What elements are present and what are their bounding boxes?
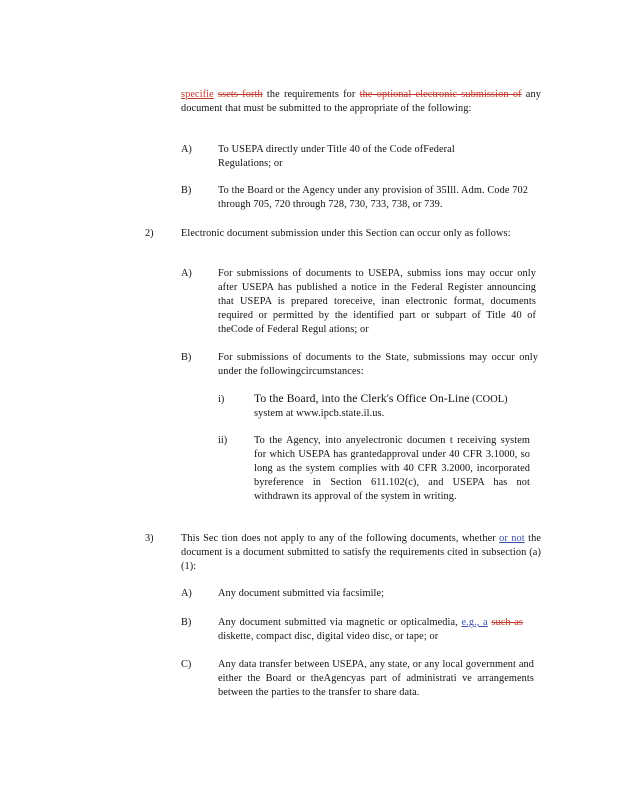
subsection-marker: 2) [145,228,154,239]
subitem-lead-text: To the Board, into the Clerk's Office On-Line [254,392,470,405]
subitem-text [254,392,526,421]
deleted-text: such as [491,617,524,628]
inserted-text: e.g., a [461,617,488,628]
deleted-text: ssets forth [218,89,263,100]
item-marker: A) [181,588,192,599]
body-text: the requirements for [262,89,360,100]
subitem-text: To the Agency, into anyelectronic documen t receiving system for which USEPA has grantedapproval under 40 CFR 3.1000, so long as the system complies with 40 CFR 3.2000, incorporated byreference in Section 611.102(c), and USEPA has not withdrawn its approval of the system in writing. [254,435,530,502]
item-marker: A) [181,268,192,279]
body-text: diskette, compact disc, digital video disc, or tape; or [218,631,439,642]
body-text: any document that must be submitted to the appropriate of the following: [181,89,541,114]
body-text: This Sec tion does not apply to any of the following documents, whether [181,533,500,544]
subsection-text: Electronic document submission under this Section can occur only as follows: [181,228,511,239]
item-marker: B) [181,617,192,628]
subitem-marker: i) [218,394,225,405]
inserted-text: or not [499,533,525,544]
item-marker: B) [181,352,192,363]
subsection-marker: 3) [145,533,154,544]
item-text: To the Board or the Agency under any provision of 35Ill. Adm. Code 702 through 705, 720 through 728, 730, 733, 738, or 739. [218,185,528,210]
item-text: To USEPA directly under Title 40 of the Code ofFederal Regulations; or [218,144,455,169]
deleted-text: the optional electronic submission of [359,89,522,100]
body-text: Any document submitted via magnetic or opticalmedia, [218,617,462,628]
item-marker: A) [181,144,192,155]
subsection-text [181,532,541,574]
item-text: Any data transfer between USEPA, any state, or any local government and either the Board or theAgencyas part of administrati ve arrangements between the parties to the transfer to share data. [218,659,534,698]
item-text [218,616,523,644]
item-text: For submissions of documents to the State, submissions may occur only under the followingcircumstances: [218,352,538,377]
item-text: For submissions of documents to USEPA, submiss ions may occur only after USEPA has published a notice in the Federal Register announcing that USEPA is prepared toreceive, inan electronic format, documents required or permitted by the identified part or subpart of Title 40 of theCode of Federal Regul ations; or [218,268,536,335]
inserted-text: specifie [181,89,214,100]
intro-paragraph [181,88,541,116]
item-text: Any document submitted via facsimile; [218,588,385,599]
subitem-marker: ii) [218,435,228,446]
body-text: the document is a document submitted to satisfy the requirements cited in subsection (a)(1): [181,533,541,572]
subitem-rest-text: (COOL) system at www.ipcb.state.il.us. [254,394,508,419]
item-marker: B) [181,185,192,196]
item-marker: C) [181,659,192,670]
